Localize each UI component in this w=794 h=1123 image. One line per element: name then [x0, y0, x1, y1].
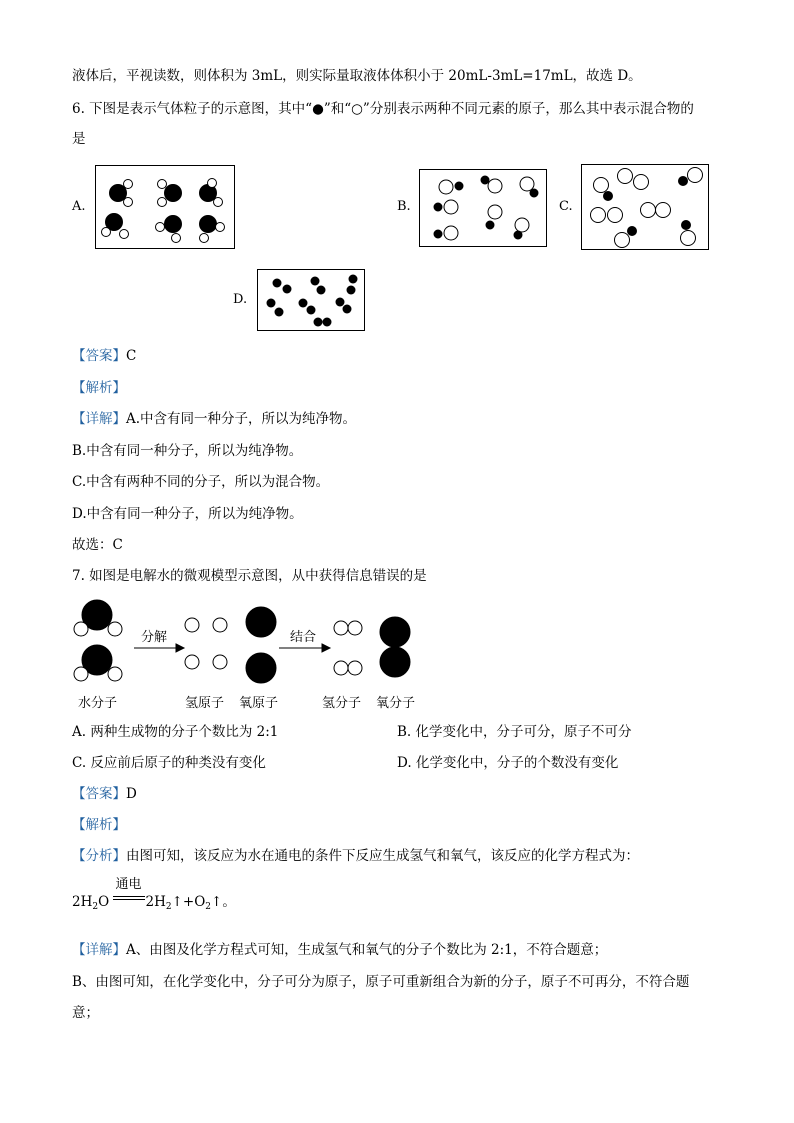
conclusion-6: 故选：C	[72, 537, 123, 553]
answer-bracket: 【答案】	[72, 786, 126, 802]
molecules-d-graphic	[258, 270, 364, 330]
label-oxygen-atom: 氧原子	[239, 696, 279, 711]
molecules-a-graphic	[96, 166, 234, 248]
detail-7b: B、由图可知，在化学变化中，分子可分为原子，原子可重新组合为新的分子，原子不可再分，不符合题	[72, 974, 690, 990]
detail-bracket: 【详解】	[72, 411, 126, 427]
option-7c: C. 反应前后原子的种类没有变化	[72, 755, 266, 771]
answer-6	[72, 348, 136, 364]
option-7d: D. 化学变化中，分子的个数没有变化	[397, 755, 619, 771]
label-decompose: 分解	[141, 630, 168, 645]
eq-lhs: 2H	[72, 894, 93, 910]
detail-text: A、由图及化学方程式可知，生成氢气和氧气的分子个数比为 2:1，不符合题意；	[126, 942, 608, 958]
diagram-option-c	[581, 164, 709, 250]
eq-h2-sub: 2	[165, 902, 172, 912]
question-6-cont: 是	[72, 131, 86, 147]
detail-7a	[72, 942, 607, 958]
analysis-heading-7: 【解析】	[72, 817, 126, 833]
answer-value: C	[126, 348, 137, 364]
label-combine: 结合	[290, 630, 317, 645]
eq-bar-top	[113, 896, 145, 897]
detail-bracket: 【详解】	[72, 942, 126, 958]
detail-6a	[72, 411, 356, 427]
question-7: 7. 如图是电解水的微观模型示意图，从中获得信息错误的是	[72, 568, 427, 584]
eq-o2-sub: 2	[205, 902, 212, 912]
eq-o2: +O	[182, 894, 206, 910]
eq-lhs-sub: 2	[92, 902, 99, 912]
molecules-b-graphic	[420, 170, 546, 246]
eq-condition: 通电	[115, 877, 142, 892]
analysis-bracket: 【分析】	[72, 848, 126, 864]
analysis-heading-6: 【解析】	[72, 380, 126, 396]
eq-h2: 2H	[145, 894, 166, 910]
analysis-7	[72, 848, 639, 864]
eq-bar-bottom	[113, 899, 145, 900]
option-d-label: D.	[233, 292, 248, 307]
eq-condition-arrow	[113, 877, 145, 910]
answer-value: D	[126, 786, 137, 802]
diagram-option-d	[257, 269, 365, 331]
option-7b: B. 化学变化中，分子可分，原子不可分	[397, 724, 632, 740]
detail-6b: B.中含有同一种分子，所以为纯净物。	[72, 443, 303, 459]
option-c-label: C.	[559, 199, 573, 214]
option-b-label: B.	[397, 199, 411, 214]
eq-gas-arrow-1: ↑	[171, 894, 183, 910]
eq-lhs-end: O	[98, 894, 110, 910]
eq-water	[72, 894, 109, 910]
electrolysis-diagram	[70, 595, 430, 690]
label-hydrogen-molecule: 氢分子	[322, 696, 362, 711]
diagram-option-a	[95, 165, 235, 249]
molecules-c-graphic	[582, 165, 708, 249]
label-water-molecule: 水分子	[78, 696, 118, 711]
detail-7b-cont: 意；	[72, 1005, 99, 1021]
detail-6c: C.中含有两种不同的分子，所以为混合物。	[72, 474, 330, 490]
question-6: 6. 下图是表示气体粒子的示意图，其中“●”和“○”分别表示两种不同元素的原子，那么其中表示混合物的	[72, 101, 694, 117]
answer-bracket: 【答案】	[72, 348, 126, 364]
label-hydrogen-atom: 氢原子	[185, 696, 225, 711]
analysis-text: 由图可知，该反应为水在通电的条件下反应生成氢气和氧气，该反应的化学方程式为：	[126, 848, 639, 864]
answer-7	[72, 786, 137, 802]
chemical-equation	[72, 877, 236, 915]
option-a-label: A.	[72, 199, 86, 214]
detail-6d: D.中含有同一种分子，所以为纯净物。	[72, 506, 303, 522]
detail-text: A.中含有同一种分子，所以为纯净物。	[126, 411, 357, 427]
option-7a: A. 两种生成物的分子个数比为 2:1	[72, 724, 279, 740]
eq-end: 。	[222, 894, 236, 910]
label-oxygen-molecule: 氧分子	[376, 696, 416, 711]
eq-gas-arrow-2: ↑	[211, 894, 223, 910]
diagram-option-b	[419, 169, 547, 247]
text-line: 液体后，平视读数，则体积为 3mL，则实际量取液体体积小于 20mL-3mL=17mL，故选 D。	[72, 68, 642, 84]
